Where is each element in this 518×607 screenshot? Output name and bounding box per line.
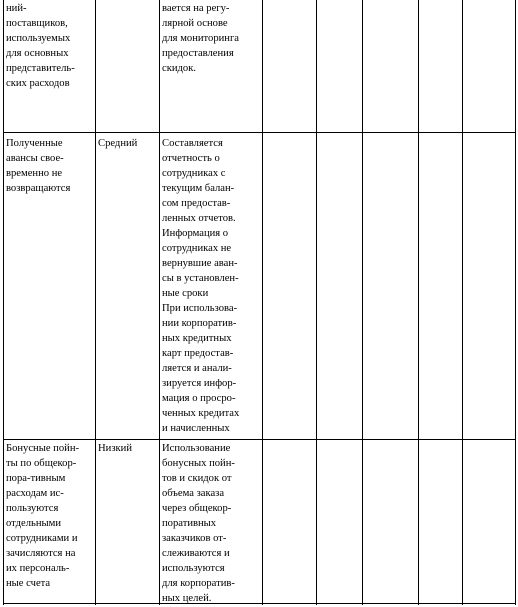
control-cell: Использование бонусных пойн- тов и скидок от объема заказа через общекор- поративных заказчиков от- слеживаются и используются для корпоратив- ных целей.	[162, 443, 235, 603]
column-divider	[418, 0, 419, 605]
table-border-bottom	[3, 603, 516, 604]
row-divider	[3, 132, 516, 133]
column-divider	[362, 0, 363, 605]
risk-cell: ний- поставщиков, используемых для основных представитель- ских расходов	[6, 3, 75, 89]
table-border-right	[515, 0, 516, 605]
risk-cell: Бонусные пойн- ты по общекор- пора-тивным расходам ис- пользуются отдельными сотрудниками и зачисляются на их персональ- ные счета	[6, 443, 80, 589]
level-cell	[96, 1, 159, 131]
level-cell: Низкий	[98, 443, 132, 454]
control-cell: Составляется отчетность о сотрудниках с текущим балан- сом предостав- ленных отчетов. Информация о сотрудниках не вернувшие аван- сы в установлен- ные сроки При использова- нии корпоратив- ных кредитных карт предостав- ляется и анали- зируется инфор- мация о просро- ченных кредитах и начисленных	[162, 138, 240, 434]
row-divider	[3, 439, 516, 440]
risk-cell: Полученные авансы свое- временно не возвращаются	[6, 138, 71, 194]
column-divider	[462, 0, 463, 605]
column-divider	[262, 0, 263, 605]
control-cell: вается на регу- лярной основе для мониторинга предоставления скидок.	[162, 3, 240, 74]
level-cell: Средний	[98, 138, 138, 149]
column-divider	[316, 0, 317, 605]
